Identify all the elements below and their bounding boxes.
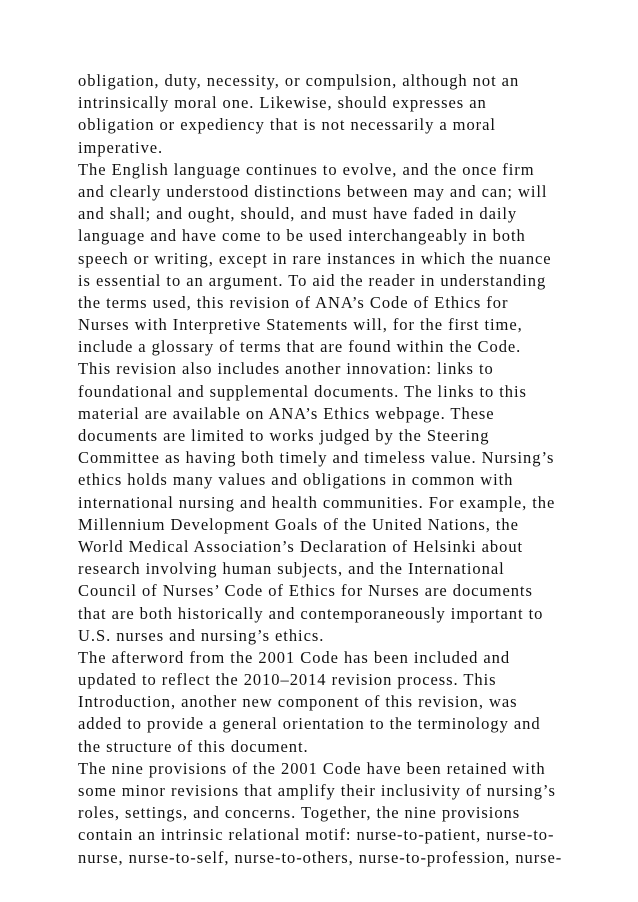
text-line: speech or writing, except in rare instances in which the nuance <box>78 248 552 268</box>
text-line: nurse, nurse-to-self, nurse-to-others, nurse-to-profession, nurse- <box>78 847 563 867</box>
text-line: language and have come to be used interchangeably in both <box>78 226 526 246</box>
text-line: the terms used, this revision of ANA’s Code of Ethics for <box>78 292 509 312</box>
text-line: contain an intrinsic relational motif: nurse-to-patient, nurse-to- <box>78 825 555 845</box>
text-line: Introduction, another new component of this revision, was <box>78 692 518 712</box>
text-line: obligation or expediency that is not necessarily a moral <box>78 115 496 135</box>
document-page <box>78 70 618 869</box>
text-line: Millennium Development Goals of the United Nations, the <box>78 514 519 534</box>
text-line: The afterword from the 2001 Code has been included and <box>78 647 511 667</box>
text-line: international nursing and health communities. For example, the <box>78 492 556 512</box>
text-line: obligation, duty, necessity, or compulsion, although not an <box>78 71 520 90</box>
text-line: include a glossary of terms that are found within the Code. <box>78 337 522 357</box>
text-line: The English language continues to evolve, and the once firm <box>78 159 535 179</box>
text-line: This revision also includes another innovation: links to <box>78 359 494 379</box>
text-line: some minor revisions that amplify their inclusivity of nursing’s <box>78 781 556 800</box>
text-line: roles, settings, and concerns. Together, the nine provisions <box>78 803 521 823</box>
text-line: imperative. <box>78 137 164 157</box>
text-line: that are both historically and contemporaneously important to <box>78 603 544 623</box>
text-line: intrinsically moral one. Likewise, should expresses an <box>78 93 487 113</box>
text-line: documents are limited to works judged by the Steering <box>78 426 490 445</box>
text-line: U.S. nurses and nursing’s ethics. <box>78 625 325 645</box>
text-line: Council of Nurses’ Code of Ethics for Nurses are documents <box>78 581 533 601</box>
text-line: the structure of this document. <box>78 736 309 756</box>
text-line: material are available on ANA’s Ethics webpage. These <box>78 403 495 423</box>
text-line: The nine provisions of the 2001 Code have been retained with <box>78 758 546 778</box>
text-line: ethics holds many values and obligations in common with <box>78 470 514 490</box>
text-line: and shall; and ought, should, and must have faded in daily <box>78 204 518 224</box>
text-line: Nurses with Interpretive Statements will, for the first time, <box>78 315 523 335</box>
text-line: added to provide a general orientation to the terminology and <box>78 714 541 734</box>
text-line: updated to reflect the 2010–2014 revision process. This <box>78 670 497 690</box>
text-line: and clearly understood distinctions between may and can; will <box>78 181 548 201</box>
text-line: foundational and supplemental documents. The links to this <box>78 381 527 401</box>
text-line: is essential to an argument. To aid the reader in understanding <box>78 270 547 290</box>
text-line: research involving human subjects, and the International <box>78 559 505 579</box>
text-line: World Medical Association’s Declaration of Helsinki about <box>78 536 524 556</box>
text-line: Committee as having both timely and timeless value. Nursing’s <box>78 448 555 468</box>
